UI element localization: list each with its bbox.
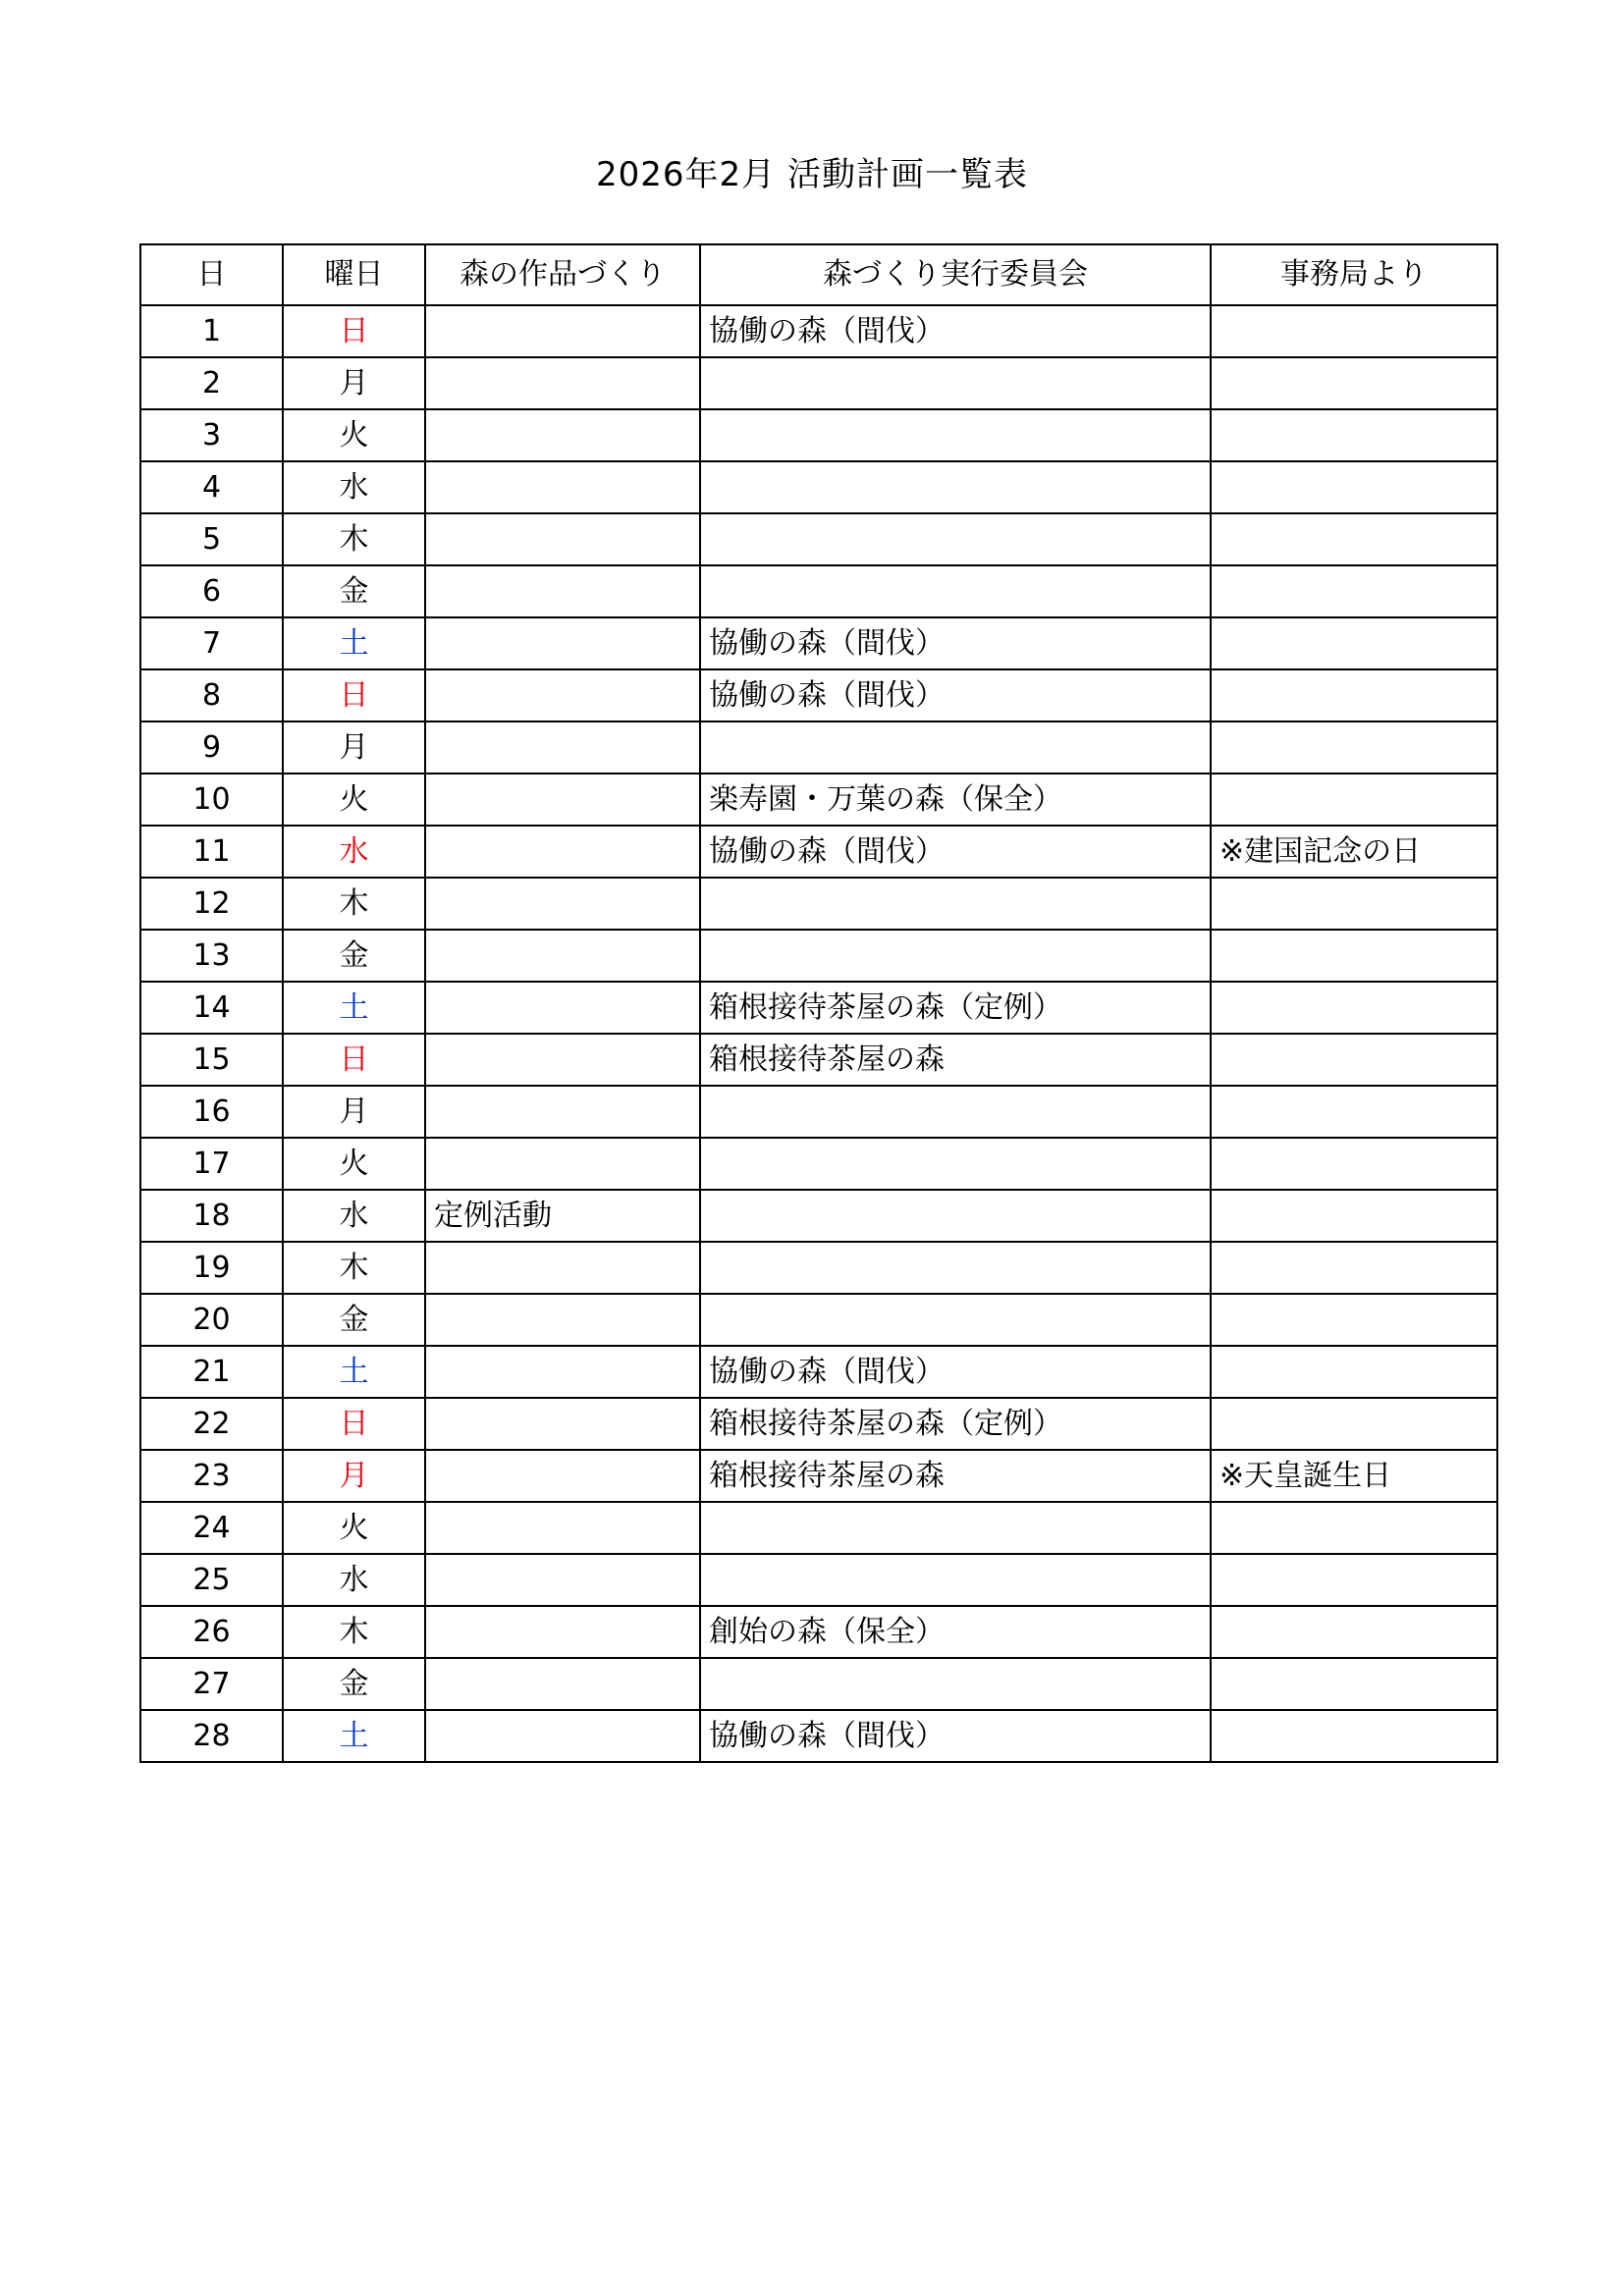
table-row	[140, 1190, 1497, 1242]
committee-cell: 楽寿園・万葉の森（保全）	[700, 774, 1211, 826]
table-row	[140, 930, 1497, 982]
weekday-cell: 金	[283, 1294, 425, 1346]
office-cell	[1211, 1346, 1497, 1398]
table-row	[140, 357, 1497, 409]
committee-cell	[700, 1658, 1211, 1710]
day-cell: 23	[140, 1450, 283, 1502]
weekday-cell: 月	[283, 357, 425, 409]
works-cell	[425, 1086, 700, 1138]
committee-cell	[700, 1086, 1211, 1138]
works-cell	[425, 1034, 700, 1086]
weekday-cell: 水	[283, 1190, 425, 1242]
day-cell: 15	[140, 1034, 283, 1086]
works-cell	[425, 774, 700, 826]
office-cell	[1211, 930, 1497, 982]
works-cell	[425, 409, 700, 461]
works-cell	[425, 1554, 700, 1606]
works-cell	[425, 1294, 700, 1346]
office-cell	[1211, 409, 1497, 461]
day-cell: 3	[140, 409, 283, 461]
committee-cell	[700, 1294, 1211, 1346]
works-cell	[425, 1450, 700, 1502]
header-day: 日	[140, 244, 283, 305]
office-cell	[1211, 1086, 1497, 1138]
weekday-cell: 水	[283, 826, 425, 878]
day-cell: 25	[140, 1554, 283, 1606]
table-header	[140, 244, 1497, 305]
office-cell	[1211, 1606, 1497, 1658]
weekday-cell: 水	[283, 461, 425, 513]
works-cell	[425, 1398, 700, 1450]
office-cell	[1211, 305, 1497, 357]
works-cell	[425, 357, 700, 409]
committee-cell: 協働の森（間伐）	[700, 617, 1211, 669]
day-cell: 19	[140, 1242, 283, 1294]
weekday-cell: 土	[283, 617, 425, 669]
header-works: 森の作品づくり	[425, 244, 700, 305]
table-row	[140, 1242, 1497, 1294]
table-row	[140, 826, 1497, 878]
works-cell: 定例活動	[425, 1190, 700, 1242]
works-cell	[425, 930, 700, 982]
weekday-cell: 月	[283, 1450, 425, 1502]
committee-cell: 創始の森（保全）	[700, 1606, 1211, 1658]
table-row	[140, 1450, 1497, 1502]
table-row	[140, 1294, 1497, 1346]
weekday-cell: 火	[283, 409, 425, 461]
works-cell	[425, 513, 700, 565]
table-row	[140, 1138, 1497, 1190]
works-cell	[425, 1138, 700, 1190]
day-cell: 17	[140, 1138, 283, 1190]
day-cell: 1	[140, 305, 283, 357]
table-row	[140, 982, 1497, 1034]
table-row	[140, 513, 1497, 565]
table-row	[140, 1502, 1497, 1554]
works-cell	[425, 1710, 700, 1762]
committee-cell: 箱根接待茶屋の森（定例）	[700, 1398, 1211, 1450]
table-row	[140, 1710, 1497, 1762]
office-cell	[1211, 669, 1497, 721]
weekday-cell: 月	[283, 721, 425, 774]
table-row	[140, 774, 1497, 826]
committee-cell: 協働の森（間伐）	[700, 305, 1211, 357]
works-cell	[425, 1606, 700, 1658]
office-cell	[1211, 617, 1497, 669]
header-weekday: 曜日	[283, 244, 425, 305]
weekday-cell: 金	[283, 930, 425, 982]
office-cell	[1211, 1190, 1497, 1242]
day-cell: 4	[140, 461, 283, 513]
weekday-cell: 木	[283, 1606, 425, 1658]
day-cell: 7	[140, 617, 283, 669]
table-row	[140, 721, 1497, 774]
day-cell: 13	[140, 930, 283, 982]
committee-cell: 協働の森（間伐）	[700, 669, 1211, 721]
office-cell	[1211, 513, 1497, 565]
weekday-cell: 火	[283, 1502, 425, 1554]
office-cell	[1211, 1138, 1497, 1190]
committee-cell	[700, 565, 1211, 617]
day-cell: 28	[140, 1710, 283, 1762]
office-cell	[1211, 1554, 1497, 1606]
weekday-cell: 火	[283, 1138, 425, 1190]
committee-cell	[700, 1554, 1211, 1606]
office-cell	[1211, 1710, 1497, 1762]
table-row	[140, 1034, 1497, 1086]
table-row	[140, 1554, 1497, 1606]
table-row	[140, 565, 1497, 617]
works-cell	[425, 669, 700, 721]
table-row	[140, 1086, 1497, 1138]
day-cell: 8	[140, 669, 283, 721]
office-cell	[1211, 1658, 1497, 1710]
table-body	[140, 305, 1497, 1762]
works-cell	[425, 1658, 700, 1710]
works-cell	[425, 1502, 700, 1554]
committee-cell	[700, 1502, 1211, 1554]
committee-cell: 箱根接待茶屋の森（定例）	[700, 982, 1211, 1034]
day-cell: 27	[140, 1658, 283, 1710]
works-cell	[425, 982, 700, 1034]
day-cell: 2	[140, 357, 283, 409]
weekday-cell: 土	[283, 1346, 425, 1398]
weekday-cell: 月	[283, 1086, 425, 1138]
table-row	[140, 669, 1497, 721]
committee-cell	[700, 721, 1211, 774]
works-cell	[425, 565, 700, 617]
day-cell: 20	[140, 1294, 283, 1346]
day-cell: 21	[140, 1346, 283, 1398]
day-cell: 22	[140, 1398, 283, 1450]
day-cell: 18	[140, 1190, 283, 1242]
weekday-cell: 木	[283, 513, 425, 565]
office-cell: ※建国記念の日	[1211, 826, 1497, 878]
office-cell	[1211, 1398, 1497, 1450]
committee-cell: 箱根接待茶屋の森	[700, 1450, 1211, 1502]
activity-schedule-table	[139, 243, 1498, 1763]
table-row	[140, 1398, 1497, 1450]
day-cell: 6	[140, 565, 283, 617]
table-row	[140, 461, 1497, 513]
works-cell	[425, 721, 700, 774]
weekday-cell: 土	[283, 982, 425, 1034]
office-cell	[1211, 461, 1497, 513]
day-cell: 5	[140, 513, 283, 565]
weekday-cell: 日	[283, 305, 425, 357]
committee-cell: 協働の森（間伐）	[700, 1346, 1211, 1398]
committee-cell	[700, 357, 1211, 409]
weekday-cell: 金	[283, 1658, 425, 1710]
committee-cell	[700, 1190, 1211, 1242]
weekday-cell: 金	[283, 565, 425, 617]
weekday-cell: 木	[283, 1242, 425, 1294]
weekday-cell: 火	[283, 774, 425, 826]
weekday-cell: 日	[283, 1034, 425, 1086]
office-cell	[1211, 1242, 1497, 1294]
table-row	[140, 878, 1497, 930]
office-cell	[1211, 357, 1497, 409]
committee-cell	[700, 930, 1211, 982]
works-cell	[425, 1242, 700, 1294]
day-cell: 11	[140, 826, 283, 878]
table-row	[140, 1658, 1497, 1710]
committee-cell: 箱根接待茶屋の森	[700, 1034, 1211, 1086]
committee-cell	[700, 461, 1211, 513]
works-cell	[425, 617, 700, 669]
works-cell	[425, 878, 700, 930]
works-cell	[425, 1346, 700, 1398]
day-cell: 9	[140, 721, 283, 774]
works-cell	[425, 305, 700, 357]
office-cell	[1211, 774, 1497, 826]
works-cell	[425, 461, 700, 513]
office-cell	[1211, 878, 1497, 930]
office-cell	[1211, 1294, 1497, 1346]
day-cell: 14	[140, 982, 283, 1034]
table-row	[140, 617, 1497, 669]
committee-cell	[700, 1242, 1211, 1294]
office-cell	[1211, 982, 1497, 1034]
day-cell: 24	[140, 1502, 283, 1554]
office-cell	[1211, 721, 1497, 774]
weekday-cell: 日	[283, 669, 425, 721]
header-row	[140, 244, 1497, 305]
header-office: 事務局より	[1211, 244, 1497, 305]
table-row	[140, 409, 1497, 461]
table-row	[140, 305, 1497, 357]
committee-cell	[700, 409, 1211, 461]
table-row	[140, 1606, 1497, 1658]
weekday-cell: 日	[283, 1398, 425, 1450]
office-cell	[1211, 565, 1497, 617]
header-committee: 森づくり実行委員会	[700, 244, 1211, 305]
committee-cell: 協働の森（間伐）	[700, 826, 1211, 878]
committee-cell: 協働の森（間伐）	[700, 1710, 1211, 1762]
day-cell: 10	[140, 774, 283, 826]
committee-cell	[700, 513, 1211, 565]
weekday-cell: 水	[283, 1554, 425, 1606]
office-cell	[1211, 1034, 1497, 1086]
weekday-cell: 木	[283, 878, 425, 930]
table-row	[140, 1346, 1497, 1398]
office-cell: ※天皇誕生日	[1211, 1450, 1497, 1502]
day-cell: 12	[140, 878, 283, 930]
committee-cell	[700, 1138, 1211, 1190]
weekday-cell: 土	[283, 1710, 425, 1762]
committee-cell	[700, 878, 1211, 930]
office-cell	[1211, 1502, 1497, 1554]
page-title: 2026年2月 活動計画一覧表	[596, 155, 1028, 194]
day-cell: 26	[140, 1606, 283, 1658]
works-cell	[425, 826, 700, 878]
day-cell: 16	[140, 1086, 283, 1138]
